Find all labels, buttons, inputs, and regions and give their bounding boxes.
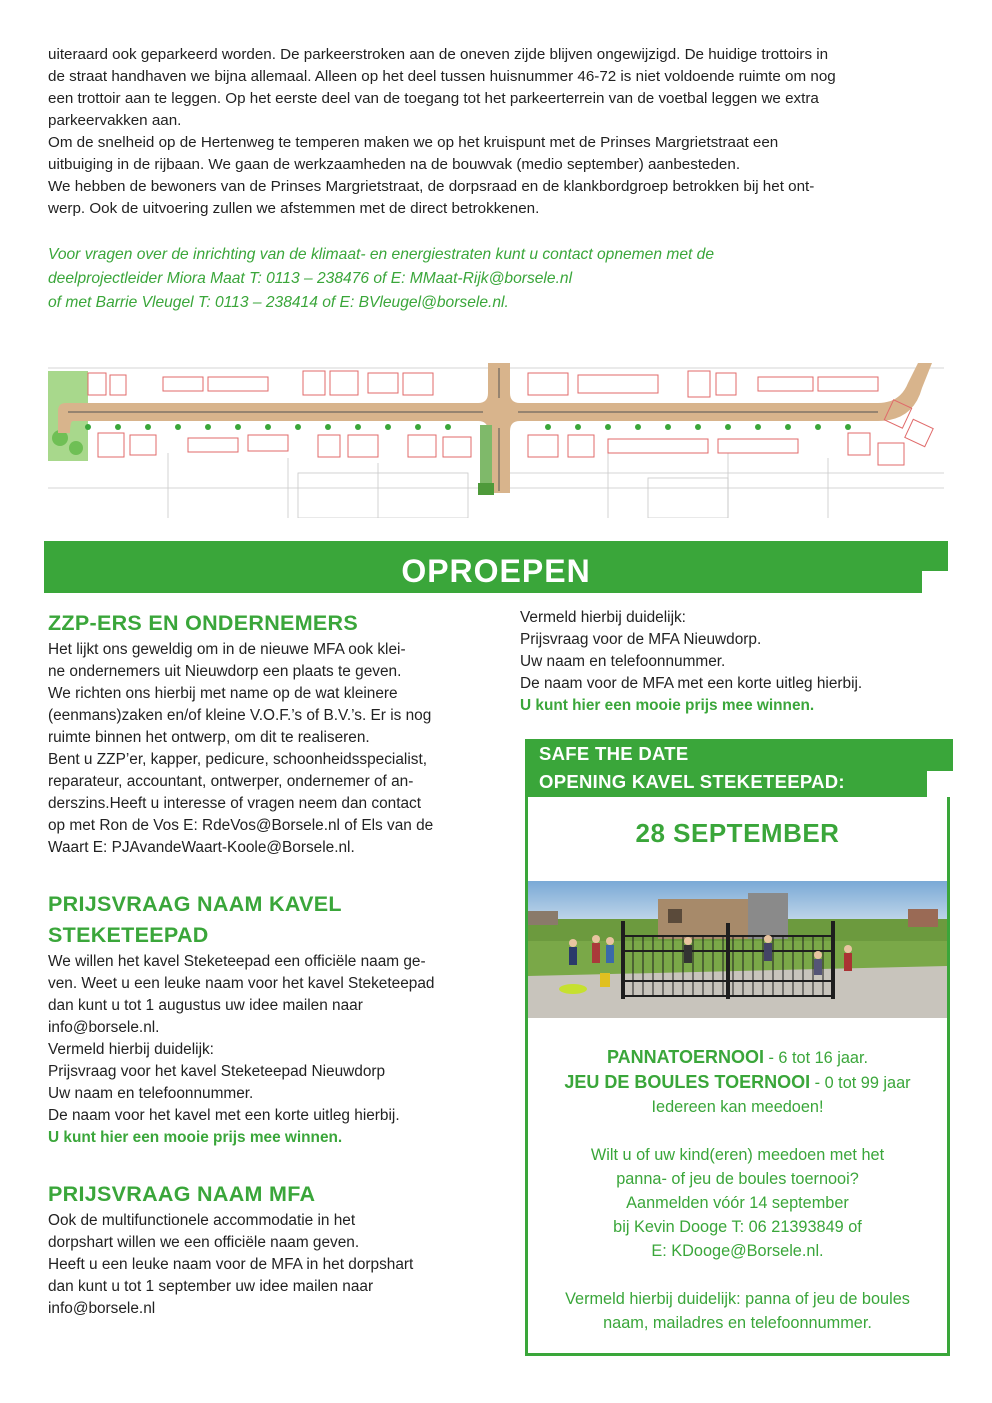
banner-notch (922, 571, 948, 593)
mfa-line: dorpshart willen we een officiële naam geven. (48, 1234, 360, 1251)
intro-line: We hebben de bewoners van de Prinses Margrietstraat, de dorpsraad en de klankbordgroep betrokken bij het ont- (48, 178, 815, 195)
kavel-line: ven. Weet u een leuke naam voor het kavel Steketeepad (48, 975, 435, 992)
everyone-line: Iedereen kan meedoen! (651, 1098, 824, 1116)
prijsvraag-kavel-heading: PRIJSVRAAG NAAM KAVEL (48, 892, 342, 916)
note-line: naam, mailadres en telefoonnummer. (603, 1314, 872, 1332)
mfa-continued-line: Prijsvraag voor de MFA Nieuwdorp. (520, 631, 762, 648)
prijsvraag-kavel-section (48, 889, 480, 1149)
zzp-line: op met Ron de Vos E: RdeVos@Borsele.nl of Els van de (48, 817, 434, 834)
zzp-section (48, 608, 480, 859)
playground-photo (528, 881, 947, 1018)
intro-line: uitbuiging in de rijbaan. We gaan de werkzaamheden na de bouwvak (medio september) aanbesteden. (48, 156, 741, 173)
kavel-prize: U kunt hier een mooie prijs mee winnen. (48, 1129, 343, 1146)
signup-line: Aanmelden vóór 14 september (626, 1194, 849, 1212)
prijsvraag-mfa-heading: PRIJSVRAAG NAAM MFA (48, 1182, 316, 1206)
zzp-line: (eenmans)zaken en/of kleine V.O.F.’s of B.V.’s. Er is nog (48, 707, 432, 724)
banner-title: OPROEPEN (401, 553, 591, 589)
mfa-continued-line: Uw naam en telefoonnummer. (520, 653, 726, 670)
mfa-line: Heeft u een leuke naam voor de MFA in het dorpshart (48, 1256, 414, 1273)
event-date: 28 SEPTEMBER (635, 818, 840, 848)
section-banner (44, 541, 948, 593)
kavel-line: Vermeld hierbij duidelijk: (48, 1041, 214, 1058)
card-header (525, 739, 953, 797)
kavel-line: Prijsvraag voor het kavel Steketeepad Nieuwdorp (48, 1063, 386, 1080)
contact-line: deelprojectleider Miora Maat T: 0113 – 238476 of E: MMaat-Rijk@borsele.nl (48, 270, 573, 287)
intro-paragraph (48, 44, 948, 220)
zzp-line: Bent u ZZP’er, kapper, pedicure, schoonheidsspecialist, (48, 751, 427, 768)
signup-line: panna- of jeu de boules toernooi? (616, 1170, 859, 1188)
kavel-line: Uw naam en telefoonnummer. (48, 1085, 254, 1102)
note-line: Vermeld hierbij duidelijk: panna of jeu de boules (565, 1290, 910, 1308)
mfa-continued-line: Vermeld hierbij duidelijk: (520, 609, 686, 626)
safe-the-date-card (525, 739, 950, 1356)
intro-line: de straat handhaven we bijna allemaal. Alleen op het deel tussen huisnummer 46-72 is niet voldoende ruimte om nog (48, 68, 836, 85)
jeu-age: - 0 tot 99 jaar (810, 1074, 911, 1092)
zzp-line: Waart E: PJAvandeWaart-Koole@Borsele.nl. (48, 839, 355, 856)
zzp-line: reparateur, accountant, ontwerper, ondernemer of an- (48, 773, 414, 790)
street-plan-map (48, 363, 944, 518)
mfa-line: info@borsele.nl (48, 1300, 156, 1317)
prijsvraag-kavel-heading-2: STEKETEEPAD (48, 923, 209, 947)
intro-line: parkeervakken aan. (48, 112, 182, 129)
kavel-line: dan kunt u tot 1 augustus uw idee mailen naar (48, 997, 363, 1014)
mfa-line: dan kunt u tot 1 september uw idee mailen naar (48, 1278, 374, 1295)
jeu-title: JEU DE BOULES TOERNOOI (564, 1072, 811, 1092)
jeu-line (528, 1070, 947, 1095)
right-column-text (520, 607, 940, 717)
intro-line: werp. Ook de uitvoering zullen we afstemmen met de direct betrokkenen. (48, 200, 540, 217)
prijsvraag-mfa-section (48, 1179, 480, 1320)
zzp-line: We richten ons hierbij met name op de wat kleinere (48, 685, 398, 702)
intro-line: Om de snelheid op de Hertenweg te temperen maken we op het kruispunt met de Prinses Margrietstraat een (48, 134, 779, 151)
signup-line: E: KDooge@Borsele.nl. (651, 1242, 824, 1260)
kavel-line: info@borsele.nl. (48, 1019, 160, 1036)
signup-line: Wilt u of uw kind(eren) meedoen met het (590, 1146, 885, 1164)
kavel-line: We willen het kavel Steketeepad een officiële naam ge- (48, 953, 426, 970)
intro-line: uiteraard ook geparkeerd worden. De parkeerstroken aan de oneven zijde blijven ongewijzigd. De huidige trottoirs in (48, 46, 829, 63)
card-body (528, 1045, 947, 1335)
zzp-line: ne ondernemers uit Nieuwdorp een plaats te geven. (48, 663, 402, 680)
card-header-line: OPENING KAVEL STEKETEEPAD: (539, 771, 845, 792)
zzp-line: Het lijkt ons geweldig om in de nieuwe MFA ook klei- (48, 641, 406, 658)
kavel-line: De naam voor het kavel met een korte uitleg hierbij. (48, 1107, 400, 1124)
card-header-notch (927, 771, 953, 797)
signup-line: bij Kevin Dooge T: 06 21393849 of (613, 1218, 862, 1236)
left-column (48, 608, 480, 1350)
panna-line (528, 1045, 947, 1070)
spacer (528, 1263, 947, 1287)
panna-title: PANNATOERNOOI (606, 1047, 764, 1067)
mfa-line: Ook de multifunctionele accommodatie in het (48, 1212, 356, 1229)
contact-line: Voor vragen over de inrichting van de klimaat- en energiestraten kunt u contact opnemen met de (48, 246, 715, 263)
spacer (528, 1119, 947, 1143)
contact-info (48, 243, 948, 315)
mfa-prize: U kunt hier een mooie prijs mee winnen. (520, 697, 815, 714)
zzp-heading: ZZP-ERS EN ONDERNEMERS (48, 611, 359, 635)
mfa-continued-line: De naam voor de MFA met een korte uitleg hierbij. (520, 675, 863, 692)
zzp-line: derszins.Heeft u interesse of vragen neem dan contact (48, 795, 422, 812)
card-header-text (539, 740, 845, 796)
contact-line: of met Barrie Vleugel T: 0113 – 238414 of E: BVleugel@borsele.nl. (48, 294, 509, 311)
intro-line: een trottoir aan te leggen. Op het eerste deel van de toegang tot het parkeerterrein van de voetbal leggen we extra (48, 90, 819, 107)
panna-age: - 6 tot 16 jaar. (763, 1049, 869, 1067)
zzp-line: ruimte binnen het ontwerp, om dit te realiseren. (48, 729, 370, 746)
card-header-line: SAFE THE DATE (539, 743, 689, 764)
